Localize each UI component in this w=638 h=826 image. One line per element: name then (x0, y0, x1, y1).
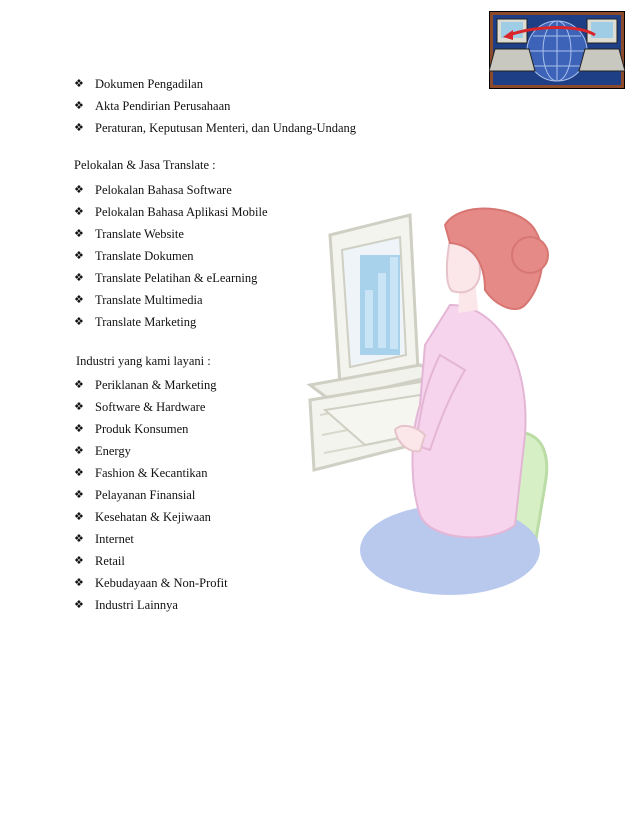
list-item: ❖ Akta Pendirian Perusahaan (74, 95, 356, 117)
list-item: ❖ Kesehatan & Kejiwaan (74, 506, 228, 528)
list-item: ❖ Pelokalan Bahasa Aplikasi Mobile (74, 201, 268, 223)
network-computers-clipart (489, 11, 625, 89)
diamond-bullet-icon: ❖ (74, 444, 84, 457)
diamond-bullet-icon: ❖ (74, 99, 84, 112)
list-item: ❖ Industri Lainnya (74, 594, 228, 616)
list-item: ❖ Produk Konsumen (74, 418, 228, 440)
diamond-bullet-icon: ❖ (74, 205, 84, 218)
diamond-bullet-icon: ❖ (74, 400, 84, 413)
list-item: ❖ Translate Website (74, 223, 268, 245)
list-item: ❖ Peraturan, Keputusan Menteri, dan Undang-Undang (74, 117, 356, 139)
list-item: ❖ Translate Marketing (74, 311, 268, 333)
diamond-bullet-icon: ❖ (74, 598, 84, 611)
list-item: ❖ Software & Hardware (74, 396, 228, 418)
diamond-bullet-icon: ❖ (74, 466, 84, 479)
legal-documents-list (74, 73, 356, 139)
list-item: ❖ Dokumen Pengadilan (74, 73, 356, 95)
list-item: ❖ Internet (74, 528, 228, 550)
list-item: ❖ Energy (74, 440, 228, 462)
list-item: ❖ Translate Dokumen (74, 245, 268, 267)
diamond-bullet-icon: ❖ (74, 554, 84, 567)
woman-at-computer-clipart (300, 195, 560, 620)
translation-services-list (74, 179, 268, 333)
list-item: ❖ Pelokalan Bahasa Software (74, 179, 268, 201)
diamond-bullet-icon: ❖ (74, 183, 84, 196)
diamond-bullet-icon: ❖ (74, 227, 84, 240)
list-item: ❖ Fashion & Kecantikan (74, 462, 228, 484)
diamond-bullet-icon: ❖ (74, 576, 84, 589)
diamond-bullet-icon: ❖ (74, 293, 84, 306)
diamond-bullet-icon: ❖ (74, 532, 84, 545)
list-item: ❖ Periklanan & Marketing (74, 374, 228, 396)
industries-list (74, 374, 228, 616)
list-item: ❖ Translate Pelatihan & eLearning (74, 267, 268, 289)
diamond-bullet-icon: ❖ (74, 249, 84, 262)
diamond-bullet-icon: ❖ (74, 77, 84, 90)
diamond-bullet-icon: ❖ (74, 488, 84, 501)
localization-heading: Pelokalan & Jasa Translate : (74, 158, 216, 172)
industries-heading: Industri yang kami layani : (76, 354, 211, 368)
diamond-bullet-icon: ❖ (74, 422, 84, 435)
diamond-bullet-icon: ❖ (74, 315, 84, 328)
diamond-bullet-icon: ❖ (74, 271, 84, 284)
diamond-bullet-icon: ❖ (74, 121, 84, 134)
list-item: ❖ Pelayanan Finansial (74, 484, 228, 506)
list-item: ❖ Retail (74, 550, 228, 572)
list-item: ❖ Translate Multimedia (74, 289, 268, 311)
list-item: ❖ Kebudayaan & Non-Profit (74, 572, 228, 594)
diamond-bullet-icon: ❖ (74, 510, 84, 523)
diamond-bullet-icon: ❖ (74, 378, 84, 391)
